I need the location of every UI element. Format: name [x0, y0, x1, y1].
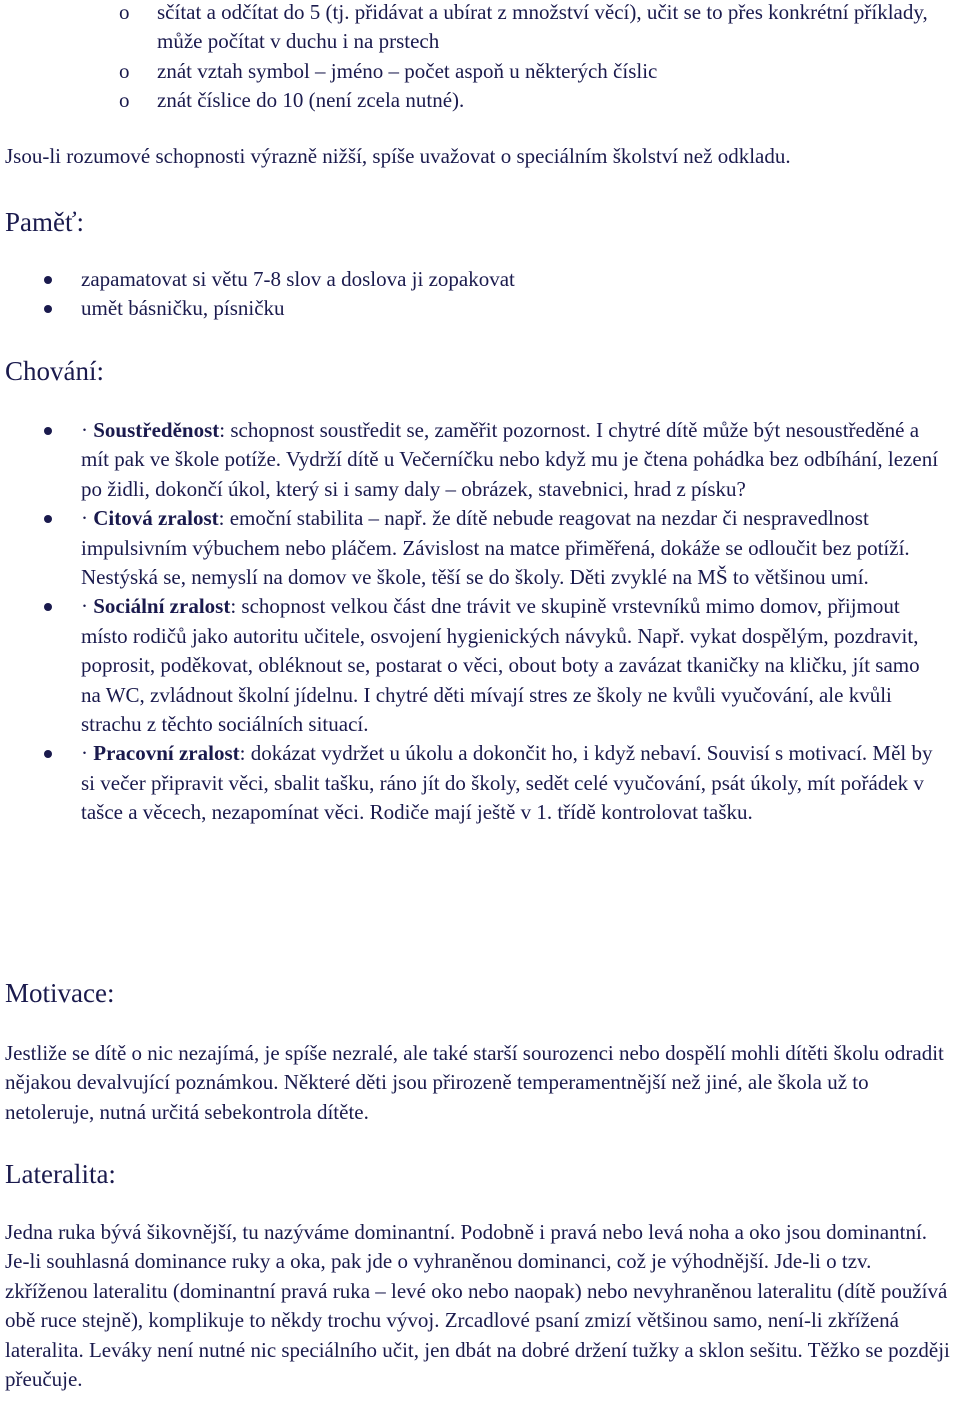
top-list	[5, 0, 948, 116]
list-item: o znát vztah symbol – jméno – počet aspoň u některých číslic	[5, 57, 948, 86]
list-item: o znát číslice do 10 (není zcela nutné).	[5, 86, 948, 115]
section-heading-lateralita: Lateralita:	[5, 1159, 116, 1189]
chovani-list-block	[5, 416, 942, 828]
disc-bullet-icon	[44, 603, 52, 611]
top-list-block	[5, 0, 948, 116]
list-item: · Citová zralost: emoční stabilita – např. že dítě nebude reagovat na nezdar či nespravedlnost impulsivním výbuchem nebo pláčem. Závislost na matce přiměřená, dokáže se odloučit bez potíží. Nestýská se, nemyslí na domov ve škole, těší se do školy. Děti zvyklé na MŠ to většinou umí.	[5, 504, 942, 592]
disc-bullet-icon	[44, 750, 52, 758]
disc-bullet-icon	[44, 276, 52, 284]
list-item: zapamatovat si větu 7-8 slov a doslova ji zopakovat	[5, 265, 948, 294]
pamet-list-block	[5, 265, 948, 324]
term: Citová zralost	[93, 506, 219, 531]
disc-bullet-icon	[44, 427, 52, 435]
list-item: o sčítat a odčítat do 5 (tj. přidávat a ubírat z množství věcí), učit se to přes konkrétní příklady, může počítat v duchu i na prstech	[119, 0, 928, 54]
circle-bullet-icon: o	[119, 0, 130, 24]
chovani-list	[5, 416, 942, 828]
list-item: · Sociální zralost: schopnost velkou část dne trávit ve skupině vrstevníků mimo domov, přijmout místo rodičů jako autoritu učitele, osvojení hygienických návyků. Např. vykat dospělým, pozdravit, poprosit, poděkovat, obléknout se, postarat o věci, obout boty a zavázat tkaničky na kličku, jít samo na WC, zvládnout školní jídelnu. I chytré děti mívají stres ze školy ne kvůli vyučování, ale kvůli strachu z těchto sociálních situací.	[5, 592, 942, 739]
term: Pracovní zralost	[93, 741, 240, 766]
pamet-list	[5, 265, 948, 324]
disc-bullet-icon	[44, 515, 52, 523]
motivace-text: Jestliže se dítě o nic nezajímá, je spíše nezralé, ale také starší sourozenci nebo dospělí mohli dítěti školu odradit nějakou devalvující poznámkou. Některé děti jsou přirozeně temperamentnější než jiné, ale škola už to netoleruje, nutná určitá sebekontrola dítěte.	[5, 1041, 944, 1124]
circle-bullet-icon: o	[119, 58, 130, 83]
term: Soustředěnost	[93, 418, 220, 442]
list-item: · Soustředěnost: schopnost soustředit se, zaměřit pozornost. I chytré dítě může být nesoustředěné a mít pak ve škole potíže. Vydrží dítě u Večerníčku nebo když mu je čtena pohádka bez odbíhání, lezení po židli, dokončí úkol, který si i samy daly – obrázek, stavebnici, hrad z písku?	[5, 416, 942, 504]
section-heading-chovani: Chování:	[5, 356, 104, 386]
section-heading-motivace: Motivace:	[5, 978, 115, 1008]
circle-bullet-icon: o	[119, 88, 130, 113]
rozumove-note: Jsou-li rozumové schopnosti výrazně nižší, spíše uvažovat o speciálním školství než odkladu.	[5, 144, 791, 168]
list-item: · Pracovní zralost: dokázat vydržet u úkolu a dokončit ho, i když nebaví. Souvisí s motivací. Měl by si večer připravit věci, sbalit tašku, ráno jít do školy, sedět celé vyučování, psát úkoly, mít pořádek v tašce a věcech, nezapomínat věci. Rodiče mají ještě v 1. třídě kontrolovat tašku.	[5, 739, 942, 827]
term: Sociální zralost	[93, 594, 231, 619]
lateralita-text: Jedna ruka bývá šikovnější, tu nazýváme dominantní. Podobně i pravá nebo levá noha a oko jsou dominantní. Je-li souhlasná dominance ruky a oka, pak jde o vyhraněnou dominanci, což je výhodnější. Jde-li o tzv. zkříženou lateralitu (dominantní pravá ruka – levé oko nebo naopak) nebo nevyhraněnou lateralitu (dítě používá obě ruce stejně), komplikuje to někdy trochu vývoj. Zrcadlové psaní zmizí většinou samo, není-li zkřížená lateralita. Leváky není nutné nic speciálního učit, jen dbát na dobré držení tužky a sklon sešitu. Těžko se později přeučuje.	[5, 1220, 950, 1392]
list-item: umět básničku, písničku	[5, 294, 948, 323]
disc-bullet-icon	[44, 305, 52, 313]
section-heading-pamet: Paměť:	[5, 207, 85, 237]
